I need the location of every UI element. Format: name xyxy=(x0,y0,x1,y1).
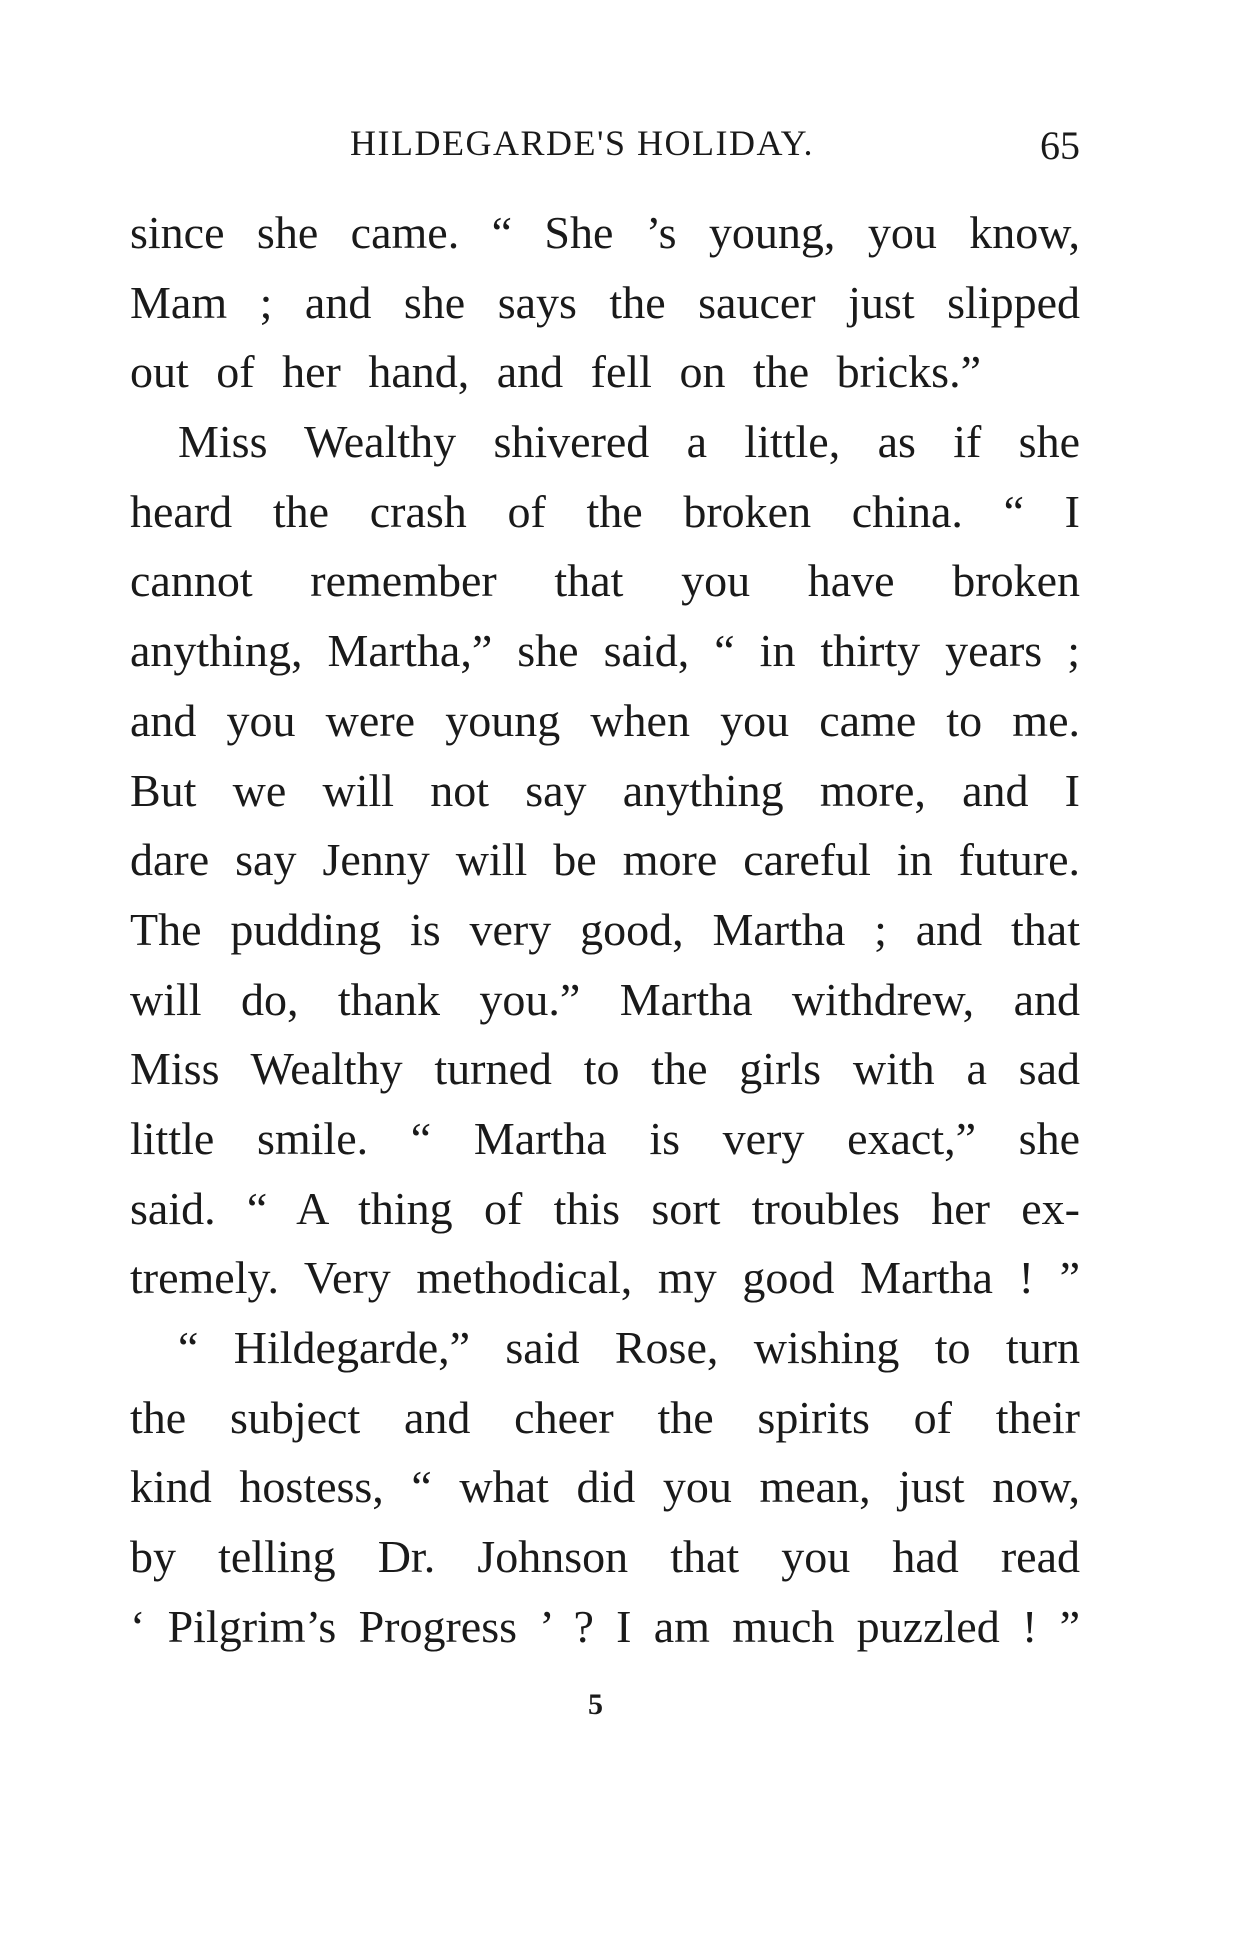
page-number: 65 xyxy=(1040,123,1080,168)
text-line: Miss Wealthy turned to the girls with a sad xyxy=(130,1043,1080,1095)
text-line: “ Hildegarde,” said Rose, wishing to turn xyxy=(178,1322,1080,1373)
running-head xyxy=(130,122,1080,172)
text-line: kind hostess, “ what did you mean, just now, xyxy=(130,1461,1080,1513)
text-line: since she came. “ She ’s young, you know, xyxy=(130,207,1080,258)
text-line: cannot remember that you have broken xyxy=(130,555,1080,607)
text-line: heard the crash of the broken china. “ I xyxy=(130,485,1080,537)
text-line: out of her hand, and fell on the bricks.” xyxy=(130,346,981,398)
text-line: little smile. “ Martha is very exact,” she xyxy=(130,1112,1080,1164)
text-line: Mam ; and she says the saucer just slipped xyxy=(130,276,1080,328)
running-title: HILDEGARDE'S HOLIDAY. xyxy=(350,123,814,163)
text-line: Miss Wealthy shivered a little, as if she xyxy=(178,416,1080,468)
text-line: the subject and cheer the spirits of their xyxy=(130,1391,1080,1443)
signature-mark: 5 xyxy=(588,1688,603,1721)
text-line: and you were young when you came to me. xyxy=(130,694,1080,746)
text-line: said. “ A thing of this sort troubles her ex- xyxy=(130,1182,1080,1234)
text-line: will do, thank you.” Martha withdrew, and xyxy=(130,973,1080,1025)
text-line: But we will not say anything more, and I xyxy=(130,764,1080,816)
body-text xyxy=(130,198,1080,1661)
text-line: The pudding is very good, Martha ; and that xyxy=(130,903,1080,955)
text-line: ‘ Pilgrim’s Progress ’ ? I am much puzzled ! ” xyxy=(130,1600,1080,1652)
text-line: tremely. Very methodical, my good Martha ! ” xyxy=(130,1252,1080,1304)
text-line: dare say Jenny will be more careful in future. xyxy=(130,834,1080,886)
text-line: anything, Martha,” she said, “ in thirty years ; xyxy=(130,625,1080,677)
text-line: by telling Dr. Johnson that you had read xyxy=(130,1531,1080,1583)
